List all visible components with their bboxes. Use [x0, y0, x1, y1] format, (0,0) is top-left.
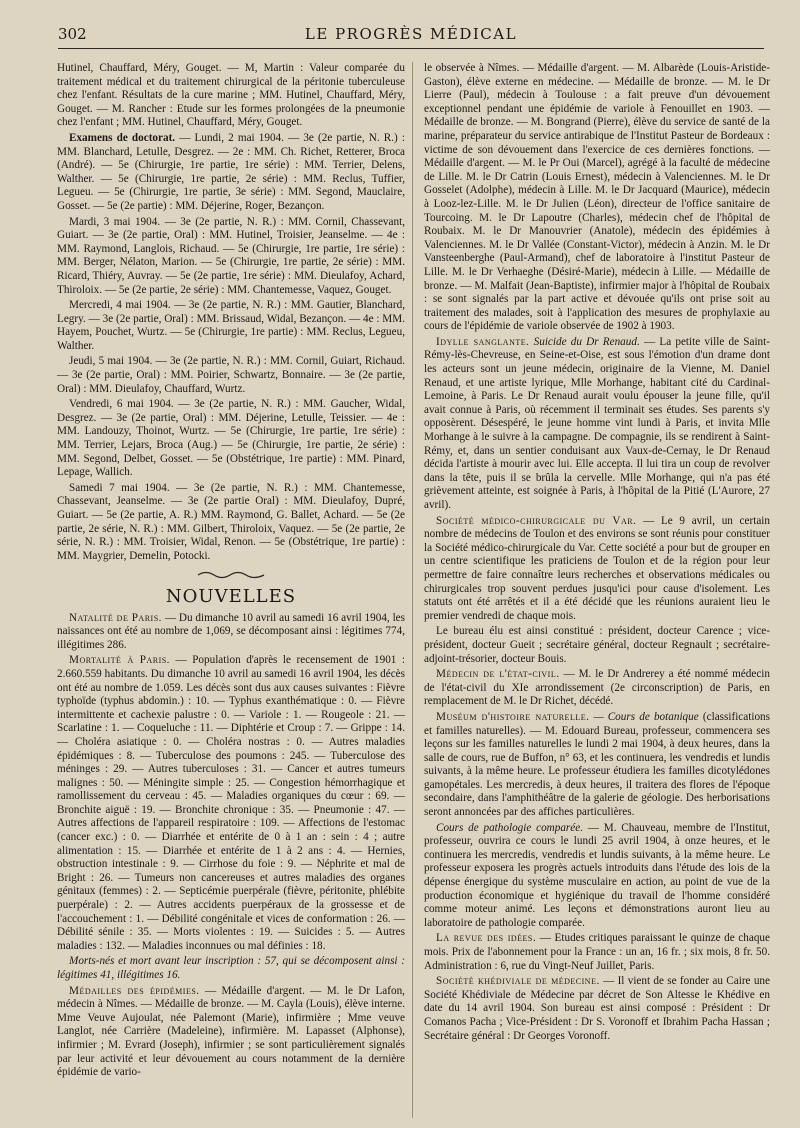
- paragraph: le observée à Nîmes. — Médaille d'argent. — M. Albarède (Louis-Aristide-Gaston), élève externe en médecine. — Médaille de bronze. — M. le Dr Lierre (Paul), médecin à Toulouse : a fait preuve d'un dévouement exceptionnel pendant une épidémie de variole à Fenouillet en 1903. — Médaille de bronze. — M. Bongrand (Pierre), élève du service de santé de la marine, préparateur du service antirabique de l'Institut Pasteur de Bordeaux : victime de son dévouement dans l'exercice de ces dernières fonctions. — Médaille d'argent. — M. le Pr Oui (Marcel), agrégé à la faculté de médecine de Lille. M. le Dr Catrin (Louis Ernest), médecin à Valenciennes. M. le Dr Gosselet (Adolphe), médecin à Lille. M. le Dr Jacquard (Maurice), médecin à Looz-lez-Lille. M. le Dr Julien (Léon), directeur de l'office sanitaire de Tourcoing. M. le Dr Lapoutre (Charles), médecin chef de l'hôpital de Roubaix. M. le Dr Manouvrier (Anatole), médecin des épidémies à Valenciennes. M. le Dr Vallée (Constant-Victor), médecin à Anzin. M. le Dr Vansteenberghe (Paul-Armand), chef de laboratoire à l'institut Pasteur de Lille. M. le Dr Verhaeghe (Désiré-Marie), médecin à Lille. — Médaille de bronze. — M. Malfait (Jean-Baptiste), infirmier major à l'hôpital de Roubaix : se sont signalés par la part active et dévouée qu'ils ont prise soit au traitement des malades, soit à l'application des mesures de prophylaxie au cours de l'épidémie de variole observée de 1902 à 1903.: [424, 62, 770, 333]
- news-heading: Idylle sanglante.: [436, 335, 530, 348]
- news-paragraph: [424, 515, 770, 624]
- exam-paragraph: Mardi, 3 mai 1904. — 3e (2e partie, N. R.) : MM. Cornil, Chassevant, Guiart. — 3e (2e partie, Oral) : MM. Hutinel, Troisier, Jeanselme. — 4e : MM. Raymond, Langlois, Richaud. — 5e (Chirurgie, 1re partie, 1re série) : MM. Berger, Nélaton, Marion. — 5e (Chirurgie, 1re partie, 2e série) : MM. Ricard, Thiéry, Auvray. — 5e (2e partie, 1re série) : MM. Dieulafoy, Achard, Thiroloix. — 5e (2e partie, 2e série) : MM. Chantemesse, Vaquez, Gouget.: [57, 215, 405, 296]
- running-title: LE PROGRÈS MÉDICAL: [304, 25, 518, 43]
- text: — M. le Dr Andrerey a été nommé médecin de l'état-civil du XIe arrondissement (2e circonscription) de Paris, en remplacement de M. le Dr Richet, décédé.: [424, 668, 770, 708]
- news-paragraph: [424, 975, 770, 1043]
- news-paragraph: [424, 711, 770, 820]
- news-heading: Société khédiviale de médecine.: [436, 975, 600, 988]
- news-paragraph: Morts-nés et mort avant leur inscription : 57, qui se décomposent ainsi : légitimes 41, illégitimes 16.: [57, 955, 405, 981]
- paragraph: Hutinel, Chauffard, Méry, Gouget. — M, Martin : Valeur comparée du traitement médical et du traitement chirurgical de la péritonie tuberculeuse chez l'enfant. Résultats de la cure marine ; MM. Hutinel, Chauffard, Méry, Gouget. — M. Rancher : Etude sur les formes prolongées de la pneumonie chez l'enfant ; MM. Hutinel, Chauffard, Méry, Gouget.: [57, 62, 405, 129]
- page-number: 302: [58, 25, 87, 43]
- text: — Lundi, 2 mai 1904. — 3e (2e partie, N. R.) : MM. Blanchard, Letulle, Desgrez. — 2e : MM. Ch. Richet, Retterer, Broca (André). — 5e (Chirurgie, 1re partie, 1re série) : MM. Terrier, Delens, Walther. — 5e (Chirurgie, 1re partie, 2e série) : MM. Reclus, Tuffier, Legueu. — 5e (Chirurgie, 1re partie, 3e série) : MM. Segond, Mauclaire, Gosset. — 5e (2e partie) : MM. Déjerine, Roger, Bezançon.: [57, 131, 405, 212]
- text: — Il vient de se fonder au Caire une Société Khédiviale de Médecine par décret de Son Altesse le Khédive en date du 14 avril 1904. Son bureau est ainsi composé : Président : Dr Comanos Pacha ; Vice-Président : Dr S. Voronoff et Ibrahim Pacha Hassan ; Secrétaire général : Dr Georges Voronoff.: [424, 975, 770, 1042]
- page-header: [58, 22, 764, 49]
- news-paragraph: [424, 336, 770, 513]
- left-column: [57, 62, 405, 1080]
- text: — Du dimanche 10 avril au samedi 16 avril 1904, les naissances ont été au nombre de 1,069, se décomposant ainsi : légitimes 774, illégitimes 286.: [57, 611, 405, 651]
- text: — Etudes critiques paraissant le quinze de chaque mois. Prix de l'abonnement pour la France : un an, 16 fr. ; six mois, 8 fr. 50. Administration : 6, rue du Vingt-Neuf Juillet, Paris.: [424, 932, 770, 972]
- text: — Population d'après le recensement de 1901 : 2.660.559 habitants. Du dimanche 10 avril au samedi 16 avril 1904, les décès ont été au nombre de 1.059. Les décès sont dus aux causes suivantes : Fièvre typhoïde (typhus abdomin.) : 10. — Typhus exanthématique : 0. — Fièvre intermittente et cachexie palustre : 0. — Variole : 1. — Rougeole : 21. — Scarlatine : 1. — Coqueluche : 11. — Diphtérie et Croup : 7. — Grippe : 14. — Choléra asiatique : 0. — Choléra nostras : 0. — Autres maladies épidémiques : 8. — Tuberculose des poumons : 245. — Tuberculose des méninges : 29. — Autres tuberculoses : 31. — Cancer et autres tumeurs malignes : 50. — Méningite simple : 25. — Congestion hémorrhagique et ramollissement du cerveau : 45. — Maladies organiques du cœur : 69. — Bronchite aiguë : 19. — Bronchite chronique : 35. — Pneumonie : 47. — Autres affections de l'appareil respiratoire : 109. — Affections de l'estomac (cancer exc.) : 0. — Diarrhée et entérite de 0 à 1 an : sein : 4 ; autre alimentation : 15. — Diarrhée et entérite de 1 à 2 ans : 4. — Hernies, obstruction intestinale : 9. — Cirrhose du foie : 9. — Néphrite et mal de Bright : 26. — Tumeurs non cancereuses et autres maladies des organes génitaux (femmes) : 2. — Septicémie puerpérale (fièvre, péritonite, phlébite puerpérale) : 2. — Autres accidents puerpéraux de la grossesse et de l'accouchement : 1. — Débilité congénitale et vices de conformation : 26. — Débilité sénile : 35. — Morts violentes : 19. — Suicides : 5. — Autres maladies : 132. — Maladies inconnues ou mal définies : 18.: [57, 654, 405, 952]
- text: — La petite ville de Saint-Rémy-lès-Chevreuse, en Seine-et-Oise, est sous l'émotion d'un drame dont les acteurs sont un jeune médecin, originaire de la Vienne, M. Daniel Renaud, et une artiste lyrique, Mlle Morhange, habitant cité du Cardinal-Lemoine, à Paris. Le Dr Renaud aurait voulu épouser la jeune fille, qu'il avait connue à Paris, où récemment il terminait ses études. Ses parents s'y opposèrent. Désespéré, le jeune homme vint lundi à Paris, et invita Mlle Morhange à le suivre à la campagne. De compagnie, ils se rendirent à Saint-Rémy, et, dans un sentier conduisant aux Vaux-de-Cernay, le Dr Renaud décida l'artiste à mourir avec lui. Elle accepta. Il lui tira un coup de revolver dans la tête, puis il se brûla la cervelle. Mlle Morhange, qui n'a pas été grièvement atteinte, est soignée à Paris, à l'hôpital de la Pitié (L'Aurore, 27 avril).: [424, 335, 770, 511]
- text: (classifications et familles naturelles). — M. Edouard Bureau, professeur, commencera ses leçons sur les familles naturelles le lundi 2 mai 1904, à deux heures, dans la salle de cours, rue de Buffon, n° 63, et les continuera, les vendredis et lundis suivants, à la même heure. Le professeur étudiera les familles dicotylédones gamopétales. Les mercredis, à deux heures, il traitera des flores de l'époque secondaire, dans l'amphithéâtre de la galerie de géologie. Des herborisations seront annoncées par des affiches particulières.: [424, 710, 770, 819]
- news-paragraph: [57, 612, 405, 653]
- news-heading: Cours de pathologie comparée.: [436, 821, 584, 834]
- news-heading: Médailles des épidémies.: [69, 984, 200, 997]
- text: — Médaille d'argent. — M. le Dr Lafon, médecin à Nîmes. — Médaille de bronze. — M. Cayla (Louis), élève interne. Mme Veuve Aujoulat, née Palemont (Marie), infirmière ; Mme veuve Langlot, née Carrière (Madeleine), infirmière. M. Lapasset (Alphonse), infirmier ; M. Evrard (Joseph), infirmier ; se sont particulièrement signalés par leur activité et leur dévouement au cours notamment de la dernière épidémie de vario-: [57, 984, 405, 1079]
- section-title: NOUVELLES: [165, 585, 297, 607]
- news-paragraph: [424, 822, 770, 931]
- text: — M. Chauveau, membre de l'Institut, professeur, ouvrira ce cours le lundi 25 avril 1904, à onze heures, et le continuera les mercredis, vendredis et lundis suivants, à la même heure. Le professeur exposera les progrès actuels introduits dans l'étude des lois de la dépense énergique du système musculaire en action, au point de vue de la production économique et hygiénique du travail de l'homme considéré comme moteur animé. Les leçons et démonstrations auront lieu au laboratoire de pathologie comparée.: [424, 821, 770, 929]
- news-heading: Société médico-chirurgicale du Var.: [436, 514, 637, 527]
- news-paragraph: [57, 654, 405, 953]
- news-heading: La revue des idées.: [436, 932, 537, 945]
- news-paragraph: Le bureau élu est ainsi constitué : président, docteur Carence ; vice-président, docteur Gueit ; secrétaire général, docteur Regnault ; secrétaire-adjoint-trésorier, docteur Bouis.: [424, 625, 770, 665]
- exam-paragraph: Samedi 7 mai 1904. — 3e (2e partie, N. R.) : MM. Chantemesse, Chassevant, Jeanselme. — 3e (2e partie Oral) : MM. Dieulafoy, Dupré, Guiart. — 5e (2e partie, A. R.) MM. Raymond, G. Ballet, Achard. — 5e (2e partie, 2e série, N. R.) : MM. Gilbert, Thiroloix, Vaquez. — 5e (2e partie, 2e série, N. R.) : MM. Troisier, Widal, Renon. — 5e (Obstétrique, 1re partie) : MM. Maygrier, Demelin, Potocki.: [57, 481, 405, 562]
- exam-paragraph: Vendredi, 6 mai 1904. — 3e (2e partie, N. R.) : MM. Gaucher, Widal, Desgrez. — 3e (2e partie, Oral) : MM. Déjerine, Letulle, Teissier. — 4e : MM. Landouzy, Thoinot, Wurtz. — 5e (Chirurgie, 1re partie, 1re série) : MM. Terrier, Lejars, Broca (Aug.) — 5e (Chirurgie, 1re partie, 2e série) : MM. Segond, Delbet, Gosset. — 5e (Obstétrique, 1re partie) : MM. Pinard, Lepage, Wallich.: [57, 398, 405, 479]
- news-paragraph: [424, 932, 770, 973]
- section-heading: Examens de doctorat.: [69, 131, 176, 144]
- column-divider: [412, 62, 413, 1118]
- news-heading: Natalité de Paris.: [69, 611, 162, 624]
- news-heading: Médecin de l'état-civil.: [436, 668, 560, 681]
- right-column: [424, 62, 770, 1043]
- text: — Le 9 avril, un certain nombre de médecins de Toulon et des environs se sont réunis pour constituer la Société médico-chirurgicale du Var. Cette société a pour but de grouper en un centre scientifique les praticiens de Toulon et de la région pour leur permettre de faire connaître leurs recherches et observations médicales ou chirurgicales trop souvent perdues jusqu'ici pour cause d'isolement. Les statuts ont été arrêtés et il a été décidé que les réunions auraient lieu le premier vendredi de chaque mois.: [424, 514, 770, 622]
- ornament-divider: [57, 569, 405, 584]
- exam-paragraph: Jeudi, 5 mai 1904. — 3e (2e partie, N. R.) : MM. Cornil, Guiart, Richaud. — 3e (2e partie, Oral) : MM. Poirier, Schwartz, Bonnaire. — 3e (2e partie, Oral) : MM. Dieulafoy, Chauffard, Wurtz.: [57, 355, 405, 395]
- news-heading: Muséum d'histoire naturelle.: [436, 710, 590, 723]
- exam-paragraph: Mercredi, 4 mai 1904. — 3e (2e partie, N. R.) : MM. Gautier, Blanchard, Legry. — 3e (2e partie, Oral) : MM. Brissaud, Widal, Bezançon. — 4e : MM. Hayem, Pouchet, Wurtz. — 5e (Chirurgie, 1re partie) : MM. Reclus, Legueu, Walther.: [57, 299, 405, 352]
- news-subtitle: — Cours de botanique: [589, 710, 699, 723]
- news-heading: Mortalité à Paris.: [69, 654, 170, 667]
- exam-paragraph: [57, 132, 405, 214]
- news-paragraph: [57, 985, 405, 1080]
- news-paragraph: [424, 668, 770, 709]
- news-subtitle: Suicide du Dr Renaud.: [529, 335, 640, 348]
